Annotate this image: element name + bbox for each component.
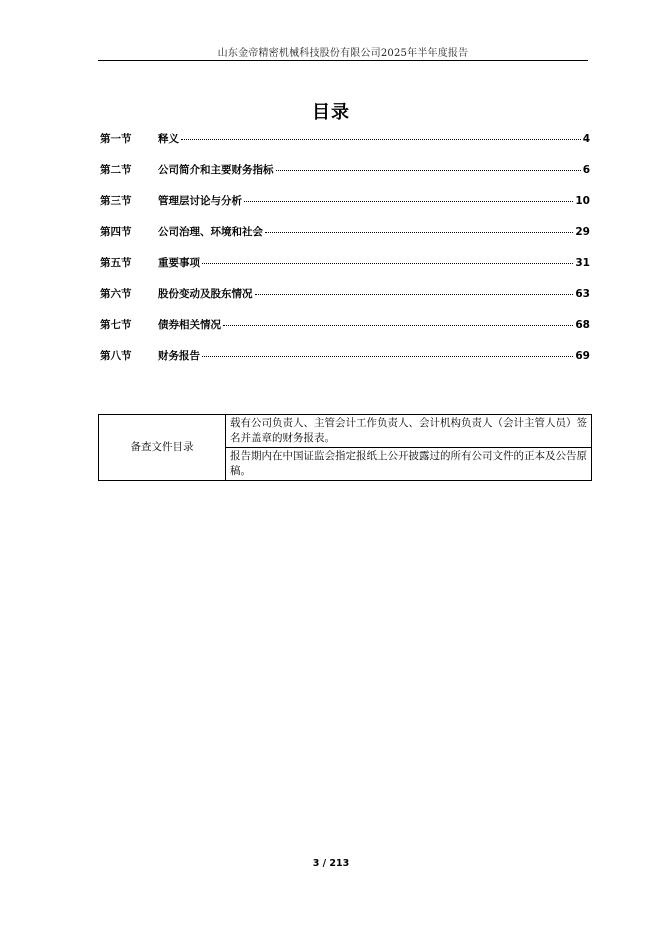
toc-leader-dots (244, 201, 573, 202)
toc-section-title: 债券相关情况 (158, 319, 221, 331)
table-of-contents (100, 131, 590, 379)
reference-documents-label: 备查文件目录 (99, 415, 226, 481)
toc-section-title: 释义 (158, 133, 179, 145)
toc-entry[interactable] (100, 193, 590, 224)
toc-page-number: 69 (575, 350, 590, 362)
reference-document-item: 报告期内在中国证监会指定报纸上公开披露过的所有公司文件的正本及公告原稿。 (226, 448, 592, 481)
toc-section-number: 第三节 (100, 195, 132, 207)
toc-section-title: 股份变动及股东情况 (158, 288, 253, 300)
toc-section-title: 管理层讨论与分析 (158, 195, 242, 207)
toc-entry[interactable] (100, 286, 590, 317)
toc-entry[interactable] (100, 255, 590, 286)
reference-document-item: 载有公司负责人、主管会计工作负责人、会计机构负责人（会计主管人员）签名并盖章的财务报表。 (226, 415, 592, 448)
toc-title: 目录 (312, 102, 350, 123)
toc-entry[interactable] (100, 224, 590, 255)
toc-entry[interactable] (100, 348, 590, 379)
toc-section-number: 第二节 (100, 164, 132, 176)
toc-section-title: 财务报告 (158, 350, 200, 362)
toc-leader-dots (202, 356, 573, 357)
table-row (99, 415, 592, 448)
reference-documents-table (98, 414, 592, 481)
toc-section-number: 第五节 (100, 257, 132, 269)
toc-leader-dots (255, 294, 574, 295)
toc-page-number: 29 (575, 226, 590, 238)
toc-entry[interactable] (100, 162, 590, 193)
toc-entry[interactable] (100, 317, 590, 348)
toc-section-number: 第一节 (100, 133, 132, 145)
toc-section-number: 第四节 (100, 226, 132, 238)
toc-page-number: 63 (575, 288, 590, 300)
toc-page-number: 31 (575, 257, 590, 269)
toc-section-number: 第八节 (100, 350, 132, 362)
toc-leader-dots (181, 139, 581, 140)
toc-page-number: 10 (575, 195, 590, 207)
page-number: 3 / 213 (312, 858, 350, 869)
toc-page-number: 4 (582, 133, 590, 145)
toc-section-number: 第六节 (100, 288, 132, 300)
toc-page-number: 6 (582, 164, 590, 176)
header-divider (98, 60, 588, 61)
toc-section-number: 第七节 (100, 319, 132, 331)
toc-page-number: 68 (575, 319, 590, 331)
toc-leader-dots (223, 325, 573, 326)
toc-entry[interactable] (100, 131, 590, 162)
page-header: 山东金帝精密机械科技股份有限公司2025年半年度报告 (217, 48, 469, 59)
toc-section-title: 公司治理、环境和社会 (158, 226, 263, 238)
toc-leader-dots (265, 232, 573, 233)
toc-section-title: 公司简介和主要财务指标 (158, 164, 274, 176)
toc-leader-dots (202, 263, 573, 264)
toc-leader-dots (276, 170, 581, 171)
toc-section-title: 重要事项 (158, 257, 200, 269)
